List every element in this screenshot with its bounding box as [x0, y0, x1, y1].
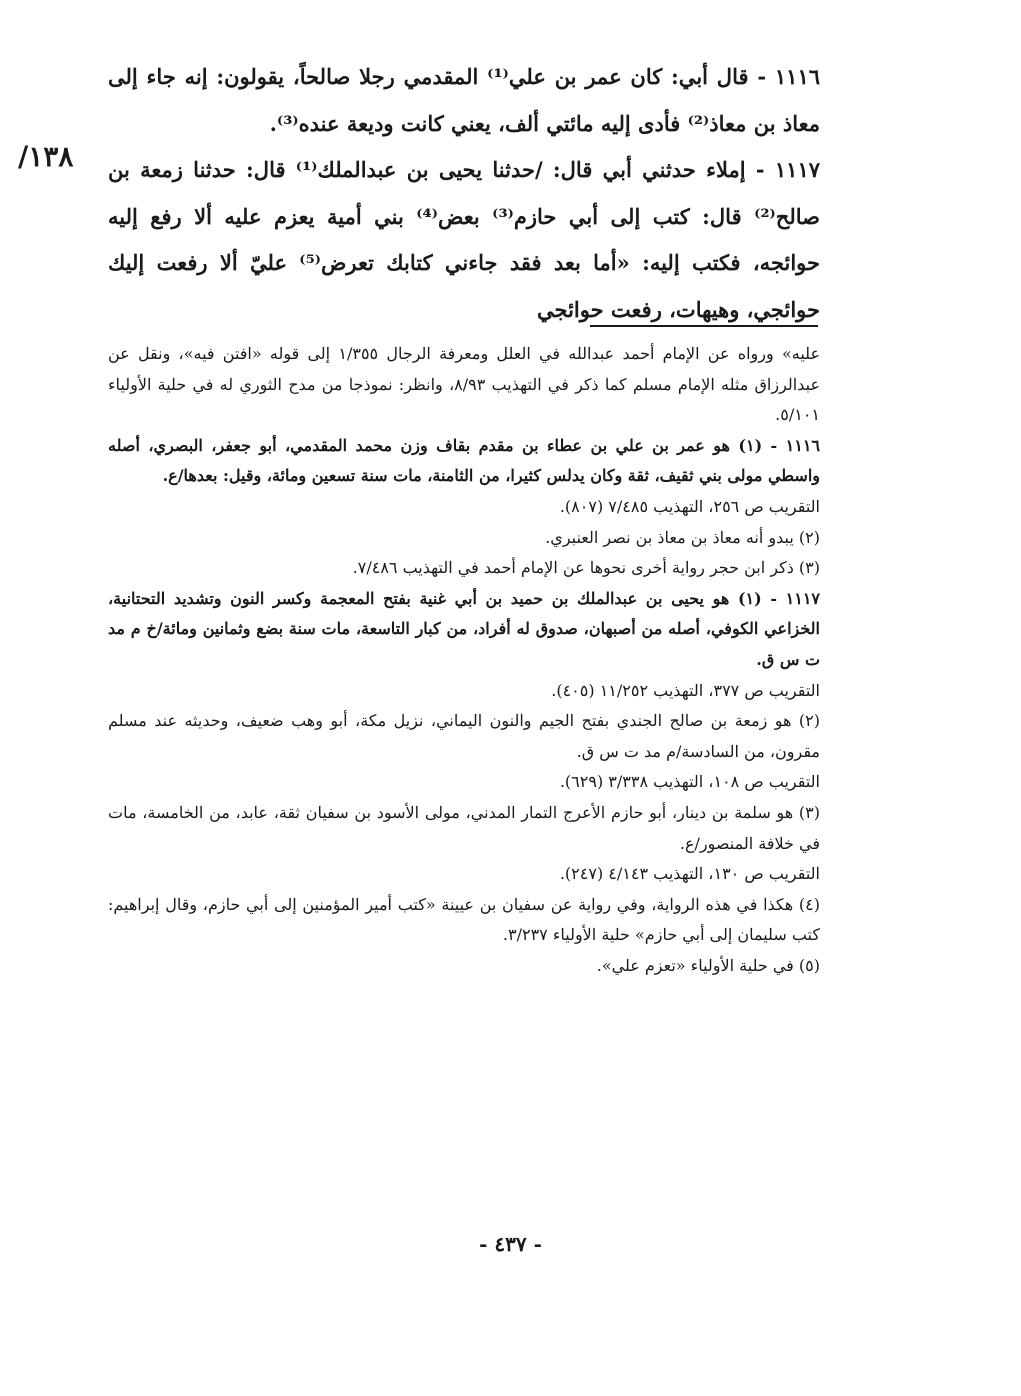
footnote-line: (٣) هو سلمة بن دينار، أبو حازم الأعرج التمار المدني، مولى الأسود بن سفيان ثقة، عابد، من الخامسة، مات في خلافة المنصور/ع.: [108, 802, 820, 853]
entry-number: ١١١٦ -: [757, 64, 821, 89]
page-number: - ٤٣٧ -: [479, 1232, 542, 1256]
footnote-line: (٣) ذكر ابن حجر رواية أخرى نحوها عن الإمام أحمد في التهذيب ٧/٤٨٦.: [352, 558, 820, 578]
footnote-line: التقريب ص ١٠٨، التهذيب ٣/٣٣٨ (٦٢٩).: [559, 772, 820, 792]
footnote-line: (٤) هكذا في هذه الرواية، وفي رواية عن سفيان بن عيينة «كتب أمير المؤمنين إلى أبي حازم، وقال إبراهيم: كتب سليمان إلى أبي حازم» حلية الأولياء ٣/٢٣٧.: [108, 894, 820, 945]
footnote-line: (٢) هو زمعة بن صالح الجندي بفتح الجيم والنون اليماني، نزيل مكة، أبو وهب ضعيف، وحديثه عند مسلم مقرون، من السادسة/م مد ت س ق.: [108, 711, 820, 761]
footnote-group-1116: ١١١٦ - (١) هو عمر بن علي بن عطاء بن مقدم بقاف وزن محمد المقدمي، أبو جعفر، البصري، أصله واسطي مولى بني ثقيف، ثقة وكان يدلس كثيرا، من الثامنة، مات سنة تسعين ومائة، وقيل: بعدها/ع.: [108, 435, 820, 486]
main-text: [108, 54, 820, 333]
footnote-line: (٥) في حلية الأولياء «تعزم علي».: [596, 955, 820, 975]
footnote-group-1117: ١١١٧ - (١) هو يحيى بن عبدالملك بن حميد بن أبي غنية بفتح المعجمة وكسر النون وتشديد التحتانية، الخزاعي الكوفي، أصله من أصبهان، صدوق له أفراد، من كبار التاسعة، مات سنة بضع وثمانين ومائة/خ م مد ت س ق.: [108, 588, 820, 669]
footnote-line: (٢) يبدو أنه معاذ بن معاذ بن نصر العنبري.: [545, 527, 820, 547]
entry-text: إملاء حدثني أبي قال: /حدثنا يحيى بن عبدالملك⁽¹⁾ قال: حدثنا زمعة بن صالح⁽²⁾ قال: كتب إلى أبي حازم⁽³⁾ بعض⁽⁴⁾ بني أمية يعزم عليه ألا رفع إليه حوائجه، فكتب إليه: «أما بعد فقد جاءني كتابك تعرض⁽⁵⁾ عليّ ألا رفعت إليك حوائجي، وهيهات، رفعت حوائجي: [108, 157, 821, 322]
hadith-entry: [108, 54, 820, 147]
footnote-line: التقريب ص ٣٧٧، التهذيب ١١/٢٥٢ (٤٠٥).: [551, 680, 820, 700]
entry-number: ١١١٧ -: [755, 157, 821, 182]
footnote-separator: [590, 325, 818, 327]
footnote-line: التقريب ص ١٣٠، التهذيب ٤/١٤٣ (٢٤٧).: [559, 864, 820, 884]
footnote-line: التقريب ص ٢٥٦، التهذيب ٧/٤٨٥ (٨٠٧).: [559, 496, 820, 516]
footnotes: [108, 339, 820, 981]
margin-folio-note: ١٣٨/: [18, 140, 74, 173]
footnote-continuation: عليه» ورواه عن الإمام أحمد عبدالله في العلل ومعرفة الرجال ١/٣٥٥ إلى قوله «افتن فيه»، ونقل عن عبدالرزاق مثله الإمام مسلم كما ذكر في التهذيب ٨/٩٣، وانظر: نموذجا من مدح الثوري له في حلية الأولياء ٥/١٠١.: [108, 344, 821, 425]
hadith-entry: [108, 147, 820, 333]
entry-text: قال أبي: كان عمر بن علي⁽¹⁾ المقدمي رجلا صالحاً، يقولون: إنه جاء إلى معاذ بن معاذ⁽²⁾ فأدى إليه مائتي ألف، يعني كانت وديعة عنده⁽³⁾.: [108, 64, 820, 136]
